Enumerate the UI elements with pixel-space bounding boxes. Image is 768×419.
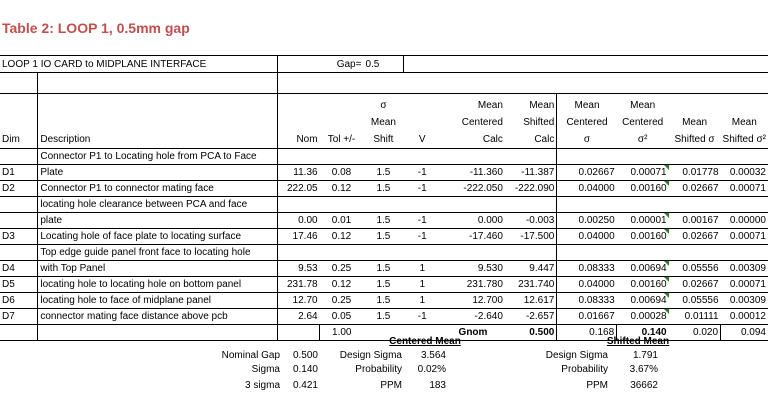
cell-mss2: [721, 197, 768, 213]
cell-v: -1: [403, 165, 441, 181]
cell-mcs2: 0.00160: [617, 277, 669, 293]
table-row: [0, 229, 768, 245]
nominal-gap-value: 0.500: [292, 350, 318, 361]
shifted-probability-label: Probability: [561, 364, 608, 375]
cell-nom: [278, 149, 320, 165]
cell-mcs: [557, 149, 617, 165]
cell-v: -1: [403, 309, 441, 325]
table-row: [0, 293, 768, 309]
cell-tol: 0.12: [320, 181, 364, 197]
cell-msc: 9.447: [505, 261, 557, 277]
cell-dim: D6: [0, 293, 38, 309]
shifted-mean-header: Shifted Mean: [606, 336, 670, 347]
cell-nom: 222.05: [278, 181, 320, 197]
cell-dim: [0, 149, 38, 165]
cell-nom: 2.64: [278, 309, 320, 325]
table-row: [0, 277, 768, 293]
shifted-probability-value: 3.67%: [629, 364, 658, 375]
cell-tol: [320, 197, 364, 213]
cell-nom: 9.53: [278, 261, 320, 277]
cell-msc: [505, 245, 557, 261]
header-mean-centered-calc: Mean Centered Calc: [441, 94, 505, 149]
cell-desc: locating hole to locating hole on bottom panel: [38, 277, 278, 293]
cell-shift: 1.5: [363, 277, 403, 293]
cell-mcc: -222.050: [441, 181, 505, 197]
loop-header-row: [0, 56, 768, 73]
cell-tol: 0.05: [320, 309, 364, 325]
header-mean-shifted-sigma2: Mean Shifted σ²: [721, 94, 768, 149]
cell-mcc: [441, 245, 505, 261]
header-mean-shifted-sigma: Mean Shifted σ: [669, 94, 721, 149]
cell-mss: [669, 197, 721, 213]
cell-v: 1: [403, 261, 441, 277]
cell-tol: 0.25: [320, 261, 364, 277]
cell-mcs: 0.08333: [557, 293, 617, 309]
sigma-value: 0.140: [292, 364, 318, 375]
loop-label: LOOP 1 IO CARD to MIDPLANE INTERFACE: [0, 56, 278, 73]
table-row: [0, 309, 768, 325]
cell-mcs2: [617, 197, 669, 213]
cell-mss2: 0.00071: [721, 229, 768, 245]
cell-mcs2: 0.00028: [617, 309, 669, 325]
table-row: [0, 261, 768, 277]
cell-dim: [0, 245, 38, 261]
cell-desc: connector mating face distance above pcb: [38, 309, 278, 325]
cell-v: -1: [403, 213, 441, 229]
cell-mcs: [557, 245, 617, 261]
table-row: [0, 181, 768, 197]
cell-msc: -0.003: [505, 213, 557, 229]
cell-v: [403, 245, 441, 261]
cell-mcs2: 0.00071: [617, 165, 669, 181]
cell-mcc: 0.000: [441, 213, 505, 229]
cell-mcc: [441, 197, 505, 213]
cell-shift: [363, 149, 403, 165]
cell-mcs: [557, 197, 617, 213]
cell-shift: 1.5: [363, 213, 403, 229]
cell-msc: 12.617: [505, 293, 557, 309]
shifted-design-sigma-value: 1.791: [632, 350, 658, 361]
shifted-design-sigma-label: Design Sigma: [545, 350, 608, 361]
cell-mcc: 231.780: [441, 277, 505, 293]
cell-msc: [505, 197, 557, 213]
cell-v: 1: [403, 277, 441, 293]
shifted-ppm-value: 36662: [630, 380, 658, 391]
cell-desc: plate: [38, 213, 278, 229]
cell-dim: [0, 197, 38, 213]
cell-mcs2: 0.00160: [617, 229, 669, 245]
three-sigma-label: 3 sigma: [244, 380, 280, 391]
cell-nom: [278, 197, 320, 213]
cell-tol: 0.25: [320, 293, 364, 309]
cell-dim: D3: [0, 229, 38, 245]
header-sigma-mean-shift: σ Mean Shift: [363, 94, 403, 149]
three-sigma-value: 0.421: [292, 380, 318, 391]
cell-mcs: 0.04000: [557, 229, 617, 245]
sum-mean-centered-sigma: 0.140: [617, 325, 669, 341]
cell-mss: 0.01778: [669, 165, 721, 181]
cell-mss2: 0.00309: [721, 293, 768, 309]
header-nom: Nom: [278, 94, 320, 149]
header-v: V: [403, 94, 441, 149]
cell-tol: 0.08: [320, 165, 364, 181]
cell-dim: D5: [0, 277, 38, 293]
cell-dim: D2: [0, 181, 38, 197]
cell-msc: -11.387: [505, 165, 557, 181]
cell-shift: 1.5: [363, 229, 403, 245]
header-tol: Tol +/-: [320, 94, 364, 149]
cell-mcc: 9.530: [441, 261, 505, 277]
cell-mss: [669, 149, 721, 165]
cell-nom: 231.78: [278, 277, 320, 293]
cell-nom: 17.46: [278, 229, 320, 245]
cell-desc: Connector P1 to connector mating face: [38, 181, 278, 197]
cell-mcs2: 0.00001: [617, 213, 669, 229]
centered-ppm-value: 183: [429, 380, 446, 391]
cell-tol: 0.12: [320, 229, 364, 245]
cell-dim: D4: [0, 261, 38, 277]
cell-tol: 0.12: [320, 277, 364, 293]
shifted-ppm-label: PPM: [586, 380, 608, 391]
cell-mcs: 0.04000: [557, 277, 617, 293]
cell-nom: 0.00: [278, 213, 320, 229]
cell-tol: 0.01: [320, 213, 364, 229]
cell-shift: [363, 197, 403, 213]
cell-mcs2: 0.00694: [617, 261, 669, 277]
cell-shift: [363, 245, 403, 261]
gnom-label: Gnom: [441, 325, 505, 341]
cell-mcc: [441, 149, 505, 165]
cell-v: [403, 149, 441, 165]
cell-mss2: 0.00000: [721, 213, 768, 229]
cell-shift: 1.5: [363, 293, 403, 309]
sum-mean-shifted-sigma: 0.094: [721, 325, 768, 341]
column-header-row: [0, 94, 768, 149]
cell-mss: [669, 245, 721, 261]
centered-mean-header: Centered Mean: [389, 336, 461, 347]
header-mean-centered-sigma: Mean Centered σ: [557, 94, 617, 149]
sum-mean-centered-calc: 0.500: [505, 325, 557, 341]
cell-msc: -2.657: [505, 309, 557, 325]
cell-v: [403, 197, 441, 213]
cell-mcs2: 0.00694: [617, 293, 669, 309]
cell-mcs: 0.02667: [557, 165, 617, 181]
cell-desc: Connector P1 to Locating hole from PCA to Face: [38, 149, 278, 165]
cell-mss: 0.05556: [669, 261, 721, 277]
cell-desc: with Top Panel: [38, 261, 278, 277]
cell-tol: [320, 149, 364, 165]
cell-mcs2: [617, 149, 669, 165]
table-title: Table 2: LOOP 1, 0.5mm gap: [2, 20, 190, 36]
cell-shift: 1.5: [363, 181, 403, 197]
cell-nom: [278, 245, 320, 261]
gap-value: 0.5: [363, 56, 403, 73]
cell-mcs: 0.00250: [557, 213, 617, 229]
cell-mss2: 0.00012: [721, 309, 768, 325]
cell-mss: 0.02667: [669, 229, 721, 245]
cell-mcc: -2.640: [441, 309, 505, 325]
cell-mss2: 0.00309: [721, 261, 768, 277]
header-dim: Dim: [0, 94, 38, 149]
cell-mss2: 0.00071: [721, 181, 768, 197]
cell-mcs2: [617, 245, 669, 261]
cell-v: 1: [403, 293, 441, 309]
cell-mcs: 0.08333: [557, 261, 617, 277]
cell-tol: [320, 245, 364, 261]
cell-msc: [505, 149, 557, 165]
table-row: [0, 213, 768, 229]
cell-mss: 0.01111: [669, 309, 721, 325]
cell-mss2: 0.00032: [721, 165, 768, 181]
cell-shift: 1.5: [363, 165, 403, 181]
table-row: [0, 197, 768, 213]
cell-msc: -222.090: [505, 181, 557, 197]
cell-shift: 1.5: [363, 309, 403, 325]
sigma-label: Sigma: [251, 364, 280, 375]
cell-mss2: 0.00071: [721, 277, 768, 293]
cell-mss2: [721, 245, 768, 261]
cell-desc: Top edge guide panel front face to locating hole: [38, 245, 278, 261]
centered-design-sigma-value: 3.564: [420, 350, 446, 361]
cell-desc: locating hole clearance between PCA and face: [38, 197, 278, 213]
cell-mss: 0.05556: [669, 293, 721, 309]
table-row: [0, 149, 768, 165]
table-row: [0, 165, 768, 181]
cell-mss: 0.02667: [669, 277, 721, 293]
header-description: Description: [38, 94, 278, 149]
sum-tol: 1.00: [320, 325, 364, 341]
cell-mcc: -17.460: [441, 229, 505, 245]
cell-mcs: 0.01667: [557, 309, 617, 325]
cell-mss: 0.00167: [669, 213, 721, 229]
centered-design-sigma-label: Design Sigma: [339, 350, 402, 361]
nominal-gap-label: Nominal Gap: [221, 350, 280, 361]
cell-mcs2: 0.00160: [617, 181, 669, 197]
header-mean-centered-sigma2: Mean Centered σ²: [617, 94, 669, 149]
cell-mcs: 0.04000: [557, 181, 617, 197]
header-mean-shifted-calc: Mean Shifted Calc: [505, 94, 557, 149]
centered-probability-value: 0.02%: [417, 364, 446, 375]
cell-mss2: [721, 149, 768, 165]
cell-shift: 1.5: [363, 261, 403, 277]
cell-nom: 12.70: [278, 293, 320, 309]
sum-mean-centered-sigma2: 0.020: [669, 325, 721, 341]
cell-desc: Locating hole of face plate to locating surface: [38, 229, 278, 245]
gap-label: Gap=: [320, 56, 364, 73]
sum-mean-shifted-calc: 0.168: [557, 325, 617, 341]
cell-dim: D7: [0, 309, 38, 325]
table-row: [0, 245, 768, 261]
centered-probability-label: Probability: [355, 364, 402, 375]
cell-msc: -17.500: [505, 229, 557, 245]
cell-desc: locating hole to face of midplane panel: [38, 293, 278, 309]
cell-nom: 11.36: [278, 165, 320, 181]
cell-dim: [0, 213, 38, 229]
cell-dim: D1: [0, 165, 38, 181]
centered-ppm-label: PPM: [380, 380, 402, 391]
cell-mcc: -11.360: [441, 165, 505, 181]
cell-v: -1: [403, 229, 441, 245]
cell-desc: Plate: [38, 165, 278, 181]
tolerance-table: [0, 55, 768, 341]
cell-msc: 231.740: [505, 277, 557, 293]
cell-mss: 0.02667: [669, 181, 721, 197]
cell-v: -1: [403, 181, 441, 197]
cell-mcc: 12.700: [441, 293, 505, 309]
